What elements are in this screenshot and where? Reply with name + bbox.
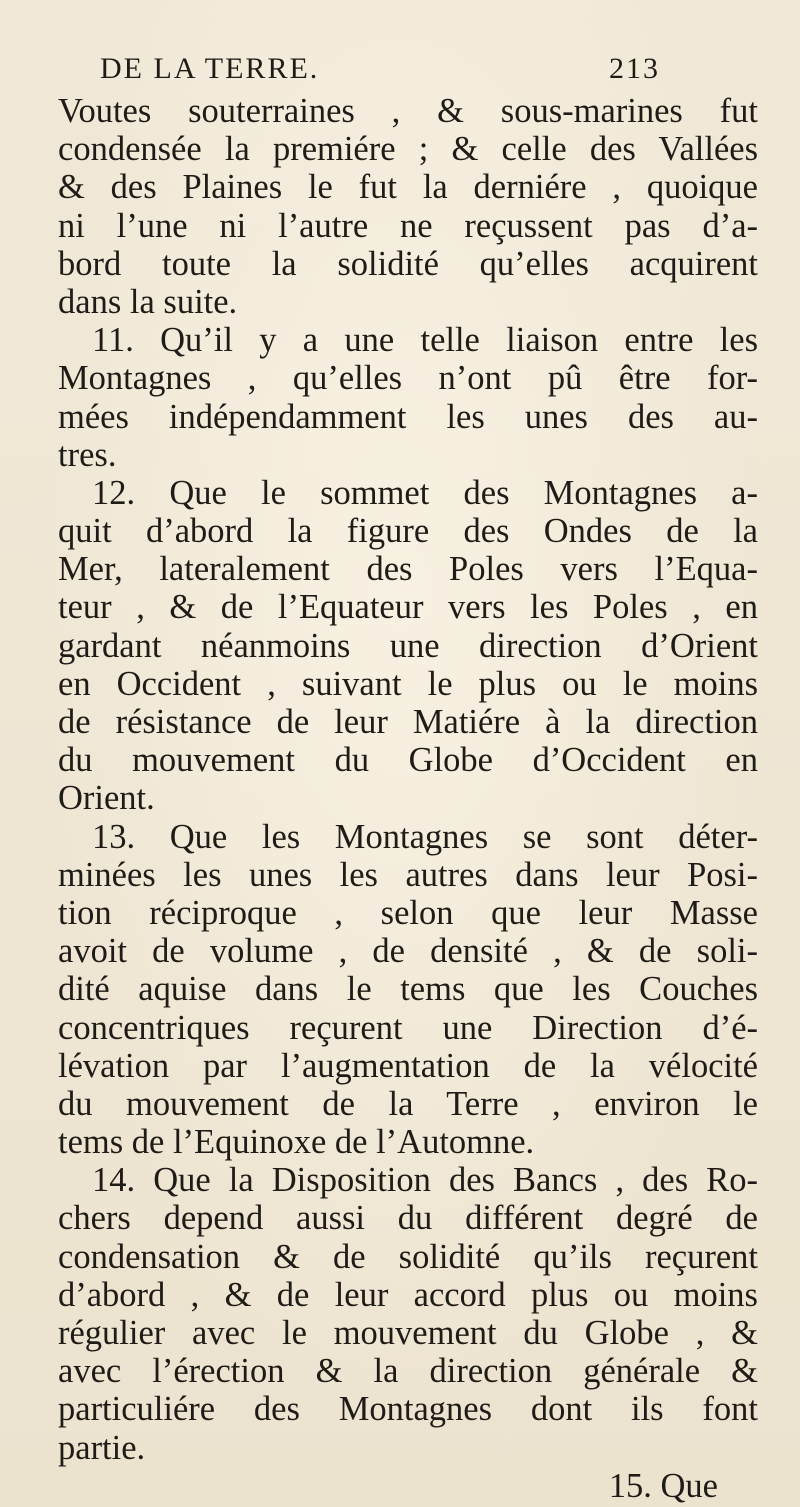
text-line: Orient. xyxy=(58,779,155,818)
text-line: Voutes souterraines , & sous-marines fut xyxy=(58,92,758,130)
text-line: tres. xyxy=(58,435,117,474)
text-line: avoit de volume , de densité , & de soli- xyxy=(58,932,758,971)
text-line: gardant néanmoins une direction d’Orient xyxy=(58,626,758,665)
text-line: du mouvement du Globe d’Occident en xyxy=(58,741,758,780)
text-line: d’abord , & de leur accord plus ou moins xyxy=(58,1275,758,1314)
text-line: chers depend aussi du différent degré de xyxy=(58,1199,758,1238)
text-line: en Occident , suivant le plus ou le moins xyxy=(58,664,758,703)
text-line: mées indépendamment les unes des au- xyxy=(58,397,758,436)
text-line: ni l’une ni l’autre ne reçussent pas d’a- xyxy=(58,206,758,245)
text-line: lévation par l’augmentation de la vélocité xyxy=(58,1046,758,1085)
text-line: condensation & de solidité qu’ils reçurent xyxy=(58,1237,758,1276)
text-line: régulier avec le mouvement du Globe , & xyxy=(58,1314,758,1352)
text-line: 13. Que les Montagnes se sont déter- xyxy=(92,817,758,856)
text-line: 14. Que la Disposition des Bancs , des Ro- xyxy=(92,1161,758,1200)
text-line: 11. Qu’il y a une telle liaison entre les xyxy=(92,321,758,360)
text-line: particuliére des Montagnes dont ils font xyxy=(58,1390,758,1429)
text-line: Montagnes , qu’elles n’ont pû être for- xyxy=(58,359,758,398)
text-line: tems de l’Equinoxe de l’Automne. xyxy=(58,1123,535,1162)
text-line: partie. xyxy=(58,1428,146,1467)
text-line: condensée la premiére ; & celle des Vallées xyxy=(58,130,758,169)
text-line: Mer, lateralement des Poles vers l’Equa- xyxy=(58,550,758,589)
text-line: tion réciproque , selon que leur Masse xyxy=(58,893,758,932)
text-line: bord toute la solidité qu’elles acquirent xyxy=(58,244,758,283)
text-line: avec l’érection & la direction générale & xyxy=(58,1352,758,1391)
text-line: dité aquise dans le tems que les Couches xyxy=(58,970,758,1009)
text-line: de résistance de leur Matiére à la direction xyxy=(58,703,758,741)
text-line: minées les unes les autres dans leur Posi- xyxy=(58,855,758,894)
running-head xyxy=(100,52,660,92)
text-line: dans la suite. xyxy=(58,282,238,321)
catchword: 15. Que xyxy=(608,1466,718,1505)
page-number: 213 xyxy=(609,52,660,85)
text-line: 12. Que le sommet des Montagnes a- xyxy=(92,473,758,512)
body-text xyxy=(58,92,758,1505)
text-line: du mouvement de la Terre , environ le xyxy=(58,1084,758,1123)
text-line: & des Plaines le fut la derniére , quoique xyxy=(58,168,758,207)
text-line: concentriques reçurent une Direction d’é- xyxy=(58,1008,758,1047)
text-line: teur , & de l’Equateur vers les Poles , en xyxy=(58,588,758,627)
text-line: quit d’abord la figure des Ondes de la xyxy=(58,512,758,551)
running-title: DE LA TERRE. xyxy=(100,52,320,85)
